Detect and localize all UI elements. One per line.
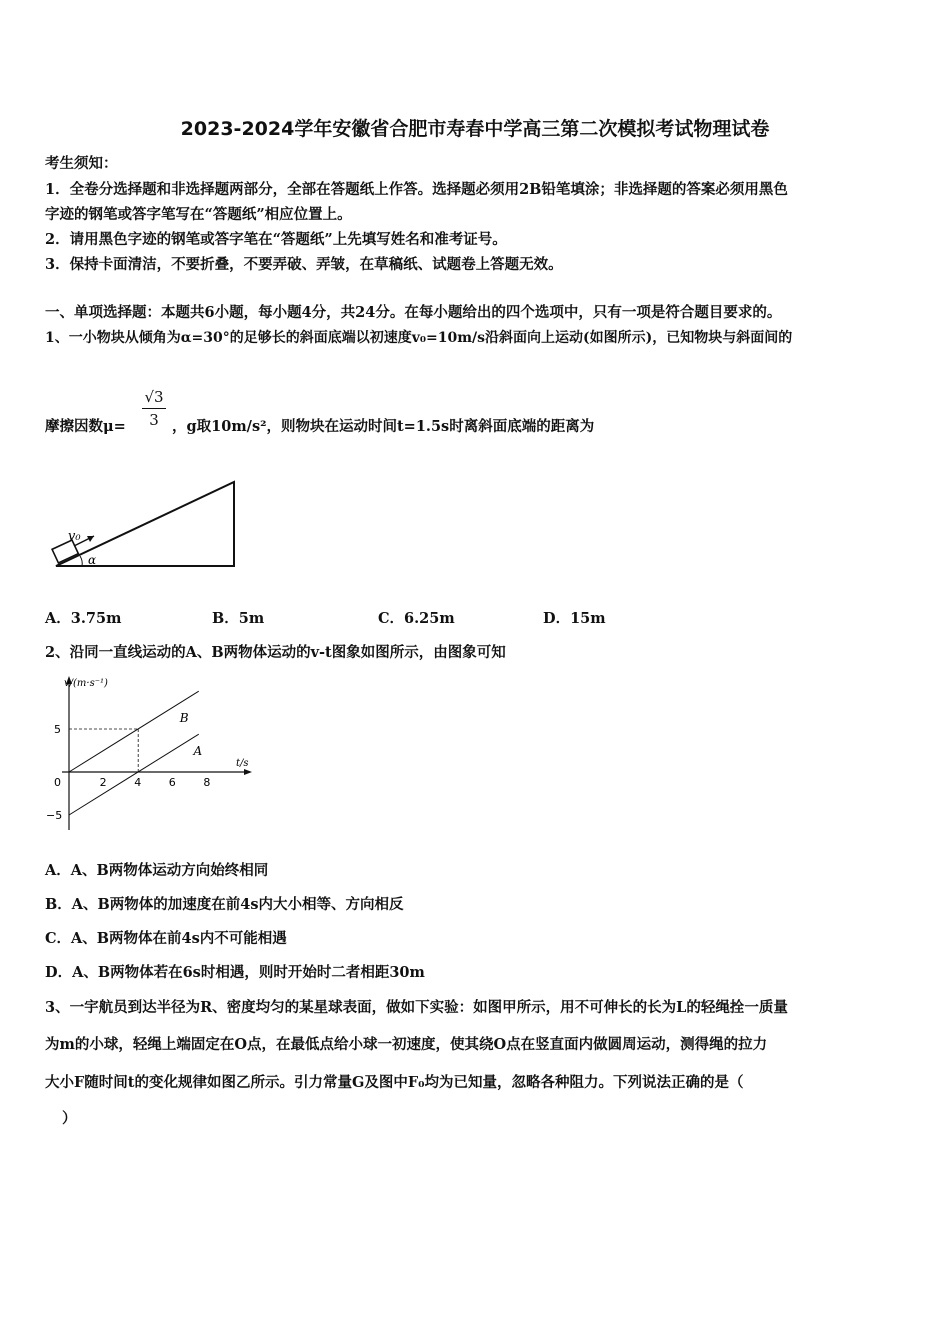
notice-heading: 考生须知：: [45, 155, 118, 172]
x-tick-label: 6: [168, 776, 176, 789]
q1-stem-line1: 1、一小物块从倾角为α=30°的足够长的斜面底端以初速度v₀=10m/s沿斜面向上运动(如图所示)，已知物块与斜面间的: [45, 330, 793, 346]
notice-item-3: 3．保持卡面清洁，不要折叠，不要弄破、弄皱，在草稿纸、试题卷上答题无效。: [45, 256, 563, 273]
series-b-line: [69, 691, 199, 772]
q2-option-a: A．A、B两物体运动方向始终相同: [45, 862, 269, 879]
incline-triangle: [56, 482, 234, 566]
alpha-arc: [80, 556, 82, 566]
section-heading: 一、单项选择题：本题共6小题，每小题4分，共24分。在每小题给出的四个选项中，只有一项是符合题目要求的。: [45, 304, 782, 321]
q3-stem-line1: 3、一宇航员到达半径为R、密度均匀的某星球表面，做如下实验：如图甲所示，用不可伸长的长为L的轻绳拴一质量: [45, 999, 788, 1016]
notice-item-1: 1．全卷分选择题和非选择题两部分，全部在答题纸上作答。选择题必须用2B铅笔填涂；非选择题的答案必须用黑色: [45, 181, 788, 198]
q2-option-d: D．A、B两物体若在6s时相遇，则时开始时二者相距30m: [45, 964, 425, 981]
q1-mu-denominator: 3: [149, 411, 159, 429]
x-axis-label: t/s: [236, 758, 249, 769]
alpha-label: α: [88, 553, 97, 567]
q1-option-c: C．6.25m: [378, 610, 455, 627]
q3-stem-line3: 大小F随时间t的变化规律如图乙所示。引力常量G及图中F₀均为已知量，忽略各种阻力。下列说法正确的是（: [45, 1074, 744, 1091]
series-b-label: B: [179, 711, 189, 726]
y-tick-label: 0: [54, 776, 61, 789]
x-tick-label: 8: [203, 776, 211, 789]
q2-vt-chart: [42, 670, 262, 838]
x-tick-label: 2: [99, 776, 107, 789]
series-a-label: A: [193, 743, 203, 758]
q2-option-c: C．A、B两物体在前4s内不可能相遇: [45, 930, 287, 947]
q2-stem: 2、沿同一直线运动的A、B两物体运动的v-t图象如图所示，由图象可知: [45, 644, 506, 661]
q2-option-b: B．A、B两物体的加速度在前4s内大小相等、方向相反: [45, 896, 404, 913]
notice-item-2: 2．请用黑色字迹的钢笔或答字笔在“答题纸”上先填写姓名和准考证号。: [45, 231, 507, 248]
notice-item-1-cont: 字迹的钢笔或答字笔写在“答题纸”相应位置上。: [45, 206, 352, 223]
q1-mu-fraction: [142, 388, 166, 429]
y-tick-label: −5: [46, 809, 63, 822]
v0-label: v₀: [68, 529, 81, 544]
q1-mu-numerator: √3: [142, 388, 166, 409]
q1-mu-prefix: 摩擦因数μ=: [45, 418, 126, 435]
page-title: 2023-2024学年安徽省合肥市寿春中学高三第二次模拟考试物理试卷: [180, 118, 770, 140]
x-axis-arrow: [244, 769, 252, 775]
series-a-line: [69, 734, 199, 815]
q1-incline-figure: [44, 476, 244, 572]
q1-option-a: A．3.75m: [45, 610, 122, 627]
x-tick-label: 4: [134, 776, 142, 789]
y-tick-label: 5: [54, 723, 61, 736]
q1-option-d: D．15m: [543, 610, 606, 627]
q3-stem-line2: 为m的小球，轻绳上端固定在O点，在最低点给小球一初速度，使其绕O点在竖直面内做圆周运动，测得绳的拉力: [45, 1036, 768, 1053]
y-axis-label: v/(m·s⁻¹): [64, 678, 108, 689]
q1-stem-line2: ，g取10m/s²，则物块在运动时间t=1.5s时离斜面底端的距离为: [172, 418, 595, 435]
q3-stem-line4: ）: [62, 1110, 77, 1127]
q1-option-b: B．5m: [212, 610, 265, 627]
